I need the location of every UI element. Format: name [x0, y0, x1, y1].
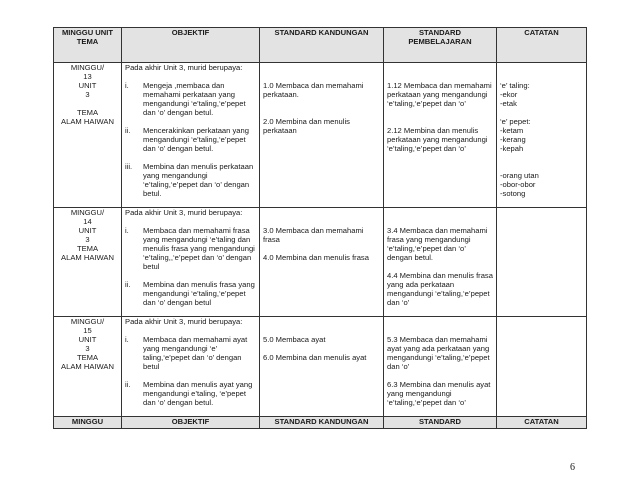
week-unit-theme-line: 3 — [85, 344, 90, 353]
objective-intro: Pada akhir Unit 3, murid berupaya: — [125, 317, 243, 326]
week-unit-theme-line: ALAM HAIWAN — [61, 253, 114, 262]
note-line: -ketam — [500, 126, 524, 135]
note-line: -obor-obor — [500, 180, 536, 189]
objective-number: ii. — [125, 280, 131, 289]
week-unit-theme-line: TEMA — [76, 353, 99, 362]
footer-catatan: CATATAN — [497, 417, 587, 429]
header-standard-kandungan: STANDARD KANDUNGAN — [260, 28, 384, 63]
week-unit-theme-line: 3 — [85, 90, 90, 99]
content-standard: 2.0 Membina dan menulis perkataan — [263, 117, 350, 135]
note-line: -kepah — [500, 144, 524, 153]
standard-kandungan-cell — [260, 208, 384, 317]
standard-kandungan-cell — [260, 63, 384, 208]
week-unit-theme-line: UNIT — [78, 335, 97, 344]
objective-text: Mengeja ,membaca dan memahami perkataan yang mengandungi ‘e’taling,‘e’pepet dan ‘o’ dengan betul. — [143, 81, 246, 117]
objective-item — [125, 226, 256, 271]
week-unit-theme-line: UNIT — [78, 226, 97, 235]
content-standard: 6.0 Membina dan menulis ayat — [263, 353, 367, 362]
learning-standard: 4.4 Membina dan menulis frasa yang ada perkataan mengandungi ‘e’taling,‘e’pepet dan ‘o’ — [387, 271, 493, 307]
note-line: -etak — [500, 99, 517, 108]
catatan-cell — [497, 63, 587, 208]
week-unit-theme-line: TEMA — [76, 108, 99, 117]
header-minggu-unit-tema: MINGGU UNIT TEMA — [54, 28, 122, 63]
week-unit-theme-line: TEMA — [76, 244, 99, 253]
week-row — [54, 208, 587, 317]
note-line: ‘e’ pepet: — [500, 117, 531, 126]
objektif-cell — [122, 63, 260, 208]
week-unit-theme-line: 13 — [83, 72, 92, 81]
objective-number: i. — [125, 335, 129, 344]
footer-standard-kandungan: STANDARD KANDUNGAN — [260, 417, 384, 429]
week-unit-theme-line: MINGGU/ — [70, 317, 105, 326]
standard-pembelajaran-cell — [384, 208, 497, 317]
footer-minggu: MINGGU — [54, 417, 122, 429]
table-body — [54, 63, 587, 417]
footer-objektif: OBJEKTIF — [122, 417, 260, 429]
standard-pembelajaran-cell — [384, 317, 497, 417]
standard-kandungan-cell — [260, 317, 384, 417]
objective-item — [125, 126, 256, 153]
week-unit-theme-cell — [54, 317, 122, 417]
objective-item — [125, 162, 256, 198]
learning-standard: 5.3 Membaca dan memahami ayat yang ada perkataan yang mengandungi ‘e’taling,‘e’pepet dan ‘o’ — [387, 335, 490, 371]
week-unit-theme-cell — [54, 208, 122, 317]
week-unit-theme-line: 14 — [83, 217, 92, 226]
page-number: 6 — [570, 462, 575, 473]
note-line: -kerang — [500, 135, 526, 144]
learning-standard: 6.3 Membina dan menulis ayat yang mengandungi ‘e’taling,‘e’pepet dan ‘o’ — [387, 380, 491, 407]
objective-item — [125, 280, 256, 307]
week-row — [54, 63, 587, 208]
objective-text: Membina dan menulis perkataan yang mengandungi ‘e’taling,‘e’pepet dan ‘o’ dengan betul. — [143, 162, 254, 198]
week-row — [54, 317, 587, 417]
content-standard: 3.0 Membaca dan memahami frasa — [263, 226, 364, 244]
content-standard: 5.0 Membaca ayat — [263, 335, 326, 344]
note-line: -sotong — [500, 189, 526, 198]
objective-number: iii. — [125, 162, 133, 171]
week-unit-theme-line: UNIT — [78, 81, 97, 90]
standard-pembelajaran-cell — [384, 63, 497, 208]
week-unit-theme-line — [57, 99, 118, 108]
learning-standard: 2.12 Membina dan menulis perkataan yang mengandungi ‘e’taling,‘e’pepet dan ‘o’ — [387, 126, 488, 153]
objective-item — [125, 335, 256, 371]
note-line: -orang utan — [500, 171, 539, 180]
objective-intro: Pada akhir Unit 3, murid berupaya: — [125, 208, 243, 217]
week-unit-theme-line: 15 — [83, 326, 92, 335]
header-objektif: OBJEKTIF — [122, 28, 260, 63]
footer-standard: STANDARD — [384, 417, 497, 429]
objective-number: i. — [125, 81, 129, 90]
objektif-cell — [122, 208, 260, 317]
week-unit-theme-line: MINGGU/ — [70, 208, 105, 217]
content-standard: 1.0 Membaca dan memahami perkataan. — [263, 81, 364, 99]
lesson-plan-table — [53, 27, 587, 429]
note-line — [500, 108, 583, 117]
objective-intro: Pada akhir Unit 3, murid berupaya: — [125, 63, 243, 72]
objective-number: i. — [125, 226, 129, 235]
week-unit-theme-line: ALAM HAIWAN — [61, 117, 114, 126]
catatan-cell — [497, 208, 587, 317]
learning-standard: 3.4 Membaca dan memahami frasa yang mengandungi ‘e’taling,‘e’pepet dan ‘o’ dengan betul. — [387, 226, 488, 262]
week-unit-theme-cell — [54, 63, 122, 208]
learning-standard: 1.12 Membaca dan memahami perkataan yang mengandungi ‘e’taling,‘e’pepet dan ‘o’ — [387, 81, 492, 108]
header-standard-pembelajaran: STANDARD PEMBELAJARAN — [384, 28, 497, 63]
note-line: ‘e’ taling: — [500, 81, 530, 90]
header-row — [54, 28, 587, 63]
objective-number: ii. — [125, 126, 131, 135]
content-standard: 4.0 Membina dan menulis frasa — [263, 253, 369, 262]
objective-number: ii. — [125, 380, 131, 389]
catatan-cell — [497, 317, 587, 417]
objective-text: Membaca dan memahami ayat yang mengandungi ‘e’ taling,‘e’pepet dan ‘o’ dengan betul — [143, 335, 248, 371]
objective-text: Membina dan menulis ayat yang mengandungi e’taling, ‘e’pepet dan ‘o’ dengan betul. — [143, 380, 253, 407]
objective-item — [125, 380, 256, 407]
note-line: -ekor — [500, 90, 518, 99]
objective-item — [125, 81, 256, 117]
objektif-cell — [122, 317, 260, 417]
objective-text: Membaca dan memahami frasa yang mengandungi ‘e’taling dan menulis frasa yang mengandungi ‘e’taling,,‘e’pepet dan ‘o’ dengan betul — [143, 226, 255, 271]
week-unit-theme-line: 3 — [85, 235, 90, 244]
week-unit-theme-line: MINGGU/ — [70, 63, 105, 72]
objective-text: Mencerakinkan perkataan yang mengandungi ‘e’taling,‘e’pepet dan ‘o’ dengan betul. — [143, 126, 249, 153]
header-catatan: CATATAN — [497, 28, 587, 63]
footer-row — [54, 417, 587, 429]
week-unit-theme-line: ALAM HAIWAN — [61, 362, 114, 371]
objective-text: Membina dan menulis frasa yang mengandungi ‘e’taling,‘e’pepet dan ‘o’ dengan betul — [143, 280, 255, 307]
